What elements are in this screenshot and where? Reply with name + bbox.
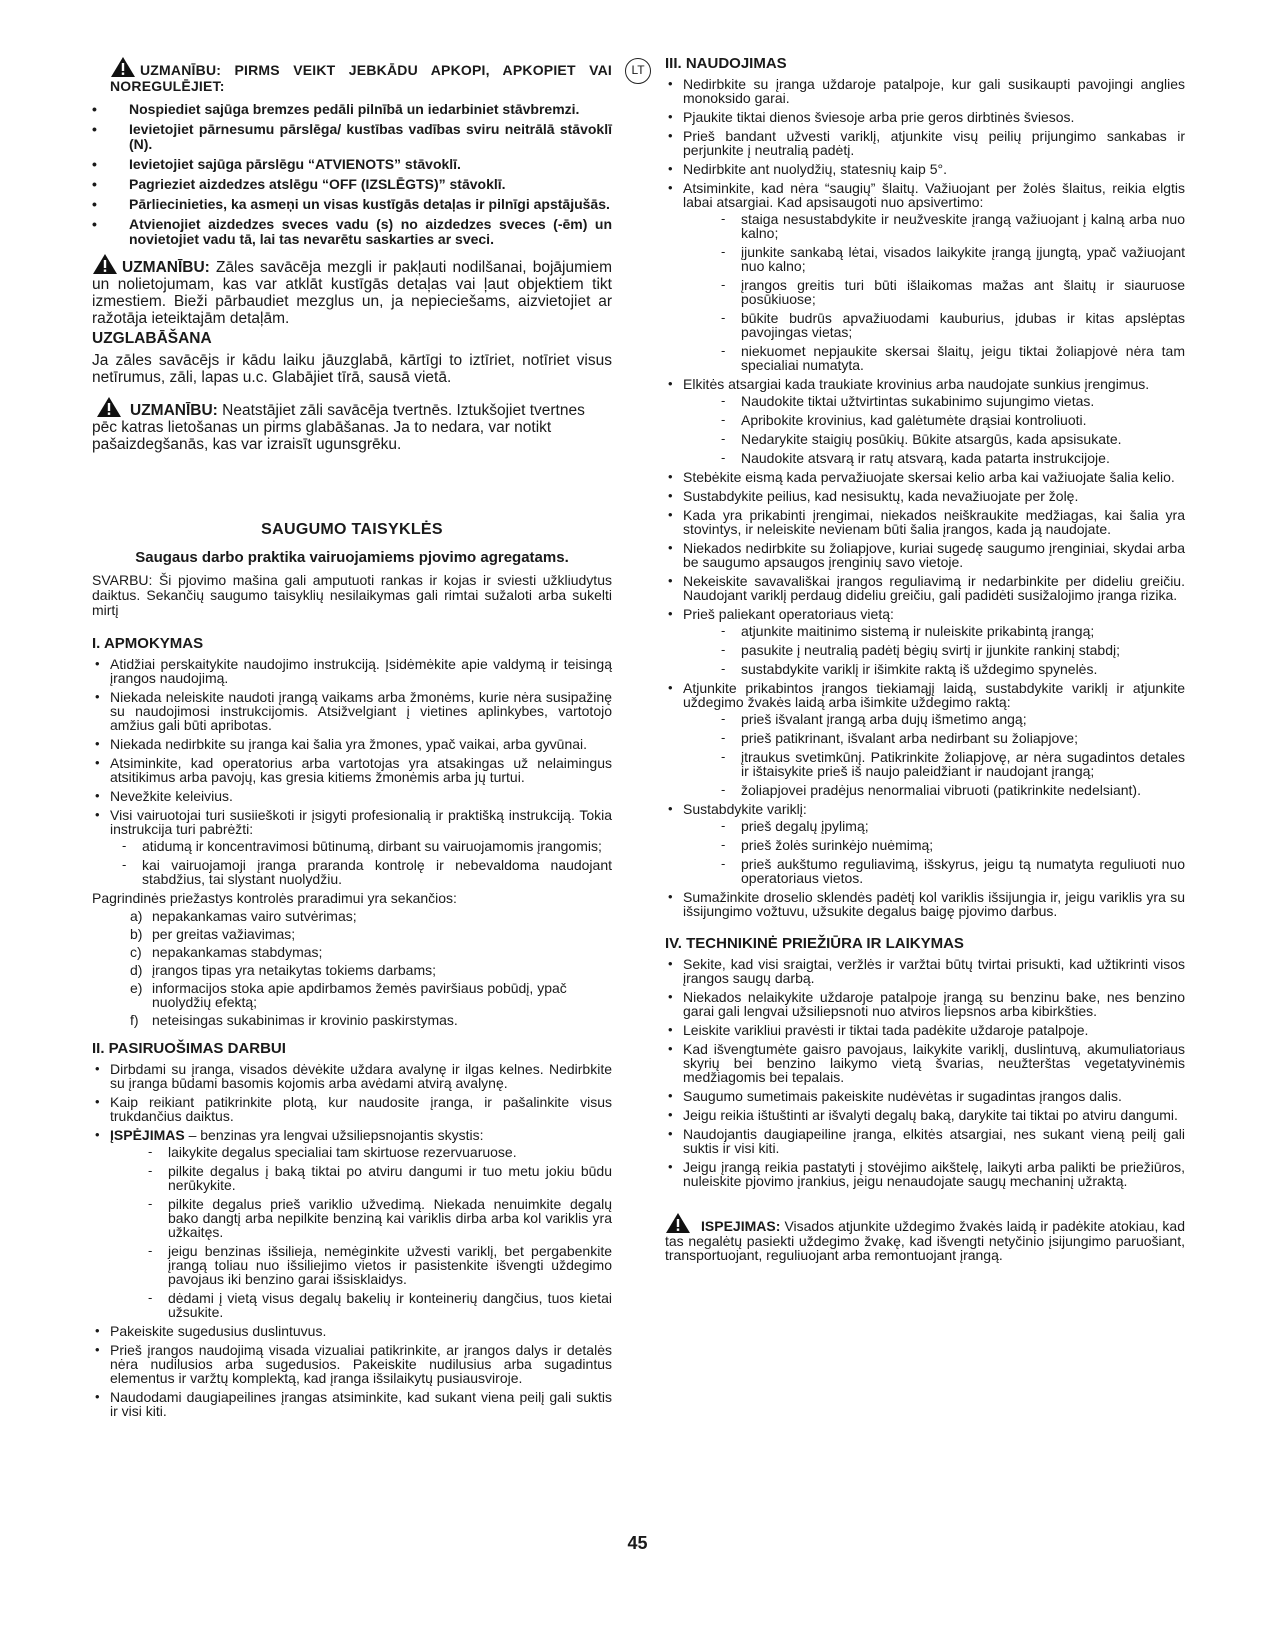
safety-rules-subtitle: Saugaus darbo praktika vairuojamiems pjovimo agregatams. bbox=[135, 549, 569, 566]
list-item: a) nepakankamas vairo sutvėrimas; bbox=[130, 908, 357, 924]
spark-plug-warning bbox=[665, 1212, 1185, 1262]
storage-section bbox=[92, 331, 612, 386]
list-item: - įtraukus svetimkūnį. Patikrinkite žoliapjovę, ar nėra sugadintos detales ir ištaisykite prieš iš naujo paleidžiant ir naudojant įrangą; bbox=[683, 750, 1185, 778]
list-item: - Apribokite krovinius, kad galėtumėte drąsiai kontroliuoti. bbox=[683, 413, 1185, 427]
list-item: - prieš patikrinant, išvalant arba nedirbant su žoliapjove; bbox=[683, 731, 1185, 745]
list-item: • Ievietojiet pārnesumu pārslēga/ kustības vadības sviru neitrālā stāvoklī (N). bbox=[92, 122, 612, 152]
list-item: • Naudodami daugiapeilines įrangas atsiminkite, kad sukant viena peilį gali suktis ir visi kiti. bbox=[92, 1390, 612, 1418]
list-item: • Elkitės atsargiai kada traukiate krovinius arba naudojate sunkius įrengimus. - Naudokite tiktai užtvirtintas sukabinimo sujungimo vietas. - Apribokite krovinius, kad galėtumėte drąsiai kontroliuoti. - Nedarykite staigių posūkių. Būkite atsargūs, kada apsisukate. - Naudokite atsvarą ir ratų atsvarą, kada patarta instrukcijoje. bbox=[665, 377, 1185, 465]
list-item: • Nedirbkite su įranga uždaroje patalpoje, kur gali susikaupti pavojingi anglies monoksido garai. bbox=[665, 77, 1185, 105]
list-item: - Naudokite atsvarą ir ratų atsvarą, kada patarta instrukcijoje. bbox=[683, 451, 1185, 465]
list-item: - įjunkite sankabą lėtai, visados laikykite įrangą įjungtą, ypač važiuojant nuo kalno; bbox=[683, 245, 1185, 273]
grass-warning-text: Neatstājiet zāli savācēja tvertnēs. Iztukšojiet tvertnes pēc katras lietošanas un pirms glabāšanas. Ja to nedara, var notikt pašaizdegšanās, kas var izraisīt ugunsgrēku. bbox=[92, 402, 585, 453]
list-item: • Atvienojiet aizdedzes sveces vadu (s) no aizdedzes sveces (-ēm) un novietojiet vadu tā, lai tas nevarētu saskarties ar sveci. bbox=[92, 217, 612, 247]
training-list bbox=[92, 657, 612, 886]
warning-label: ISPEJIMAS: bbox=[701, 1218, 781, 1234]
list-item: - prieš aukštumo reguliavimą, išskyrus, jeigu tą numatyta reguliuoti nuo operatoriaus vietos. bbox=[683, 857, 1185, 885]
causes-list bbox=[92, 909, 612, 1027]
list-item: - sustabdykite variklį ir išimkite raktą iš uždegimo spynelės. bbox=[683, 662, 1185, 676]
maintenance-list bbox=[665, 957, 1185, 1188]
warning-triangle-icon bbox=[92, 253, 118, 275]
list-item: • Pagrieziet aizdedzes atslēgu “OFF (IZSLĒGTS)” stāvoklī. bbox=[92, 177, 612, 192]
list-item: • Pārliecinieties, ka asmeņi un visas kustīgās detaļas ir pilnīgi apstājušās. bbox=[92, 197, 612, 212]
list-item: - Naudokite tiktai užtvirtintas sukabinimo sujungimo vietas. bbox=[683, 394, 1185, 408]
list-item: • Sustabdykite peilius, kad nesisuktų, kada nevažiuojate per žolę. bbox=[665, 489, 1185, 503]
list-item: • Sustabdykite variklį: - prieš degalų įpylimą; - prieš žolės surinkėjo nuėmimą; - prieš aukštumo reguliavimą, išskyrus, jeigu tą numatyta reguliuoti nuo operatoriaus vietos. bbox=[665, 802, 1185, 885]
language-badge: LT bbox=[625, 58, 651, 84]
loads-dash-list bbox=[683, 394, 1185, 465]
list-item: • Prieš paliekant operatoriaus vietą: - atjunkite maitinimo sistemą ir nuleiskite prikabintą įrangą; - pasukite į neutralią padėtį bėgių svirtį ir įjunkite rankinį stabdį; - sustabdykite variklį ir išimkite raktą iš uždegimo spynelės. bbox=[665, 607, 1185, 676]
list-item: e) informacijos stoka apie apdirbamos žemės paviršiaus pobūdį, ypač nuolydžių efektą; bbox=[130, 980, 567, 1010]
list-item: • Saugumo sumetimais pakeiskite nudėvėtas ir sugadintas įrangos dalis. bbox=[665, 1089, 1185, 1103]
list-item: - jeigu benzinas išsilieja, nemėginkite užvesti variklį, bet pergabenkite įrangą toliau nuo išsiliejimo vietos ir pasistenkite išvengti uždegimo pavojaus iki benzino garai išsisklaidys. bbox=[110, 1244, 612, 1286]
list-item: - niekuomet nepjaukite skersai šlaitų, jeigu tiktai žoliapjovė nėra tam specialiai numatyta. bbox=[683, 344, 1185, 372]
page-number: 45 bbox=[627, 1533, 648, 1553]
wear-warning-text: Zāles savācēja mezgli ir pakļauti nodilšanai, bojājumiem un nolietojumam, kas var atklāt kustīgās detaļas vai ļaut objektiem tikt izmestiem. Bieži pārbaudiet mezglus un, ja nepieciešams, aizvietojiet ar ražotāja ieteiktajām detaļām. bbox=[92, 259, 612, 327]
list-item: - Nedarykite staigių posūkių. Būkite atsargūs, kada apsisukate. bbox=[683, 432, 1185, 446]
list-item: • Prieš bandant užvesti variklį, atjunkite visų peilių prijungimo sankabas ir perjunkite į neutralią padėtį. bbox=[665, 129, 1185, 157]
list-item: • Atsiminkite, kad nėra “saugių” šlaitų. Važiuojant per žolės šlaitus, reikia elgtis labai atsargiai. Kad apsisaugoti nuo apsivertimo: - staiga nesustabdykite ir neužveskite įrangą važiuojant į kalną arba nuo kalno; - įjunkite sankabą lėtai, visados laikykite įrangą įjungtą, ypač važiuojant nuo kalno; - įrangos greitis turi būti išlaikomas mažas ant šlaitų ir siauruose posūkiuose; - būkite budrūs apvažiuodami kauburius, įdubas ir kitas apslėptas pavojingas vietas; - niekuomet nepjaukite skersai šlaitų, jeigu tiktai žoliapjovė nėra tam specialiai numatyta. bbox=[665, 181, 1185, 372]
right-column bbox=[665, 56, 1185, 1262]
fuel-dash-list bbox=[110, 1145, 612, 1319]
section-preparation-title: II. PASIRUOŠIMAS DARBUI bbox=[92, 1040, 286, 1057]
list-item: • Pakeiskite sugedusius duslintuvus. bbox=[92, 1324, 612, 1338]
section-maintenance-title: IV. TECHNIKINĖ PRIEŽIŪRA IR LAIKYMAS bbox=[665, 935, 964, 952]
list-item: d) įrangos tipas yra netaikytas tokiems darbams; bbox=[130, 962, 437, 978]
list-item: f) neteisingas sukabinimas ir krovinio paskirstymas. bbox=[130, 1012, 458, 1028]
list-item: • Nedirbkite ant nuolydžių, statesnių kaip 5°. bbox=[665, 162, 1185, 176]
list-item: • Leiskite varikliui pravėsti ir tiktai tada padėkite uždaroje patalpoje. bbox=[665, 1023, 1185, 1037]
list-item: • Naudojantis daugiapeiline įranga, elkitės atsargiai, nes sukant vieną peilį gali suktis ir visi kiti. bbox=[665, 1127, 1185, 1155]
storage-title: UZGLABĀŠANA bbox=[92, 330, 212, 347]
list-item: • Nospiediet sajūga bremzes pedāli pilnībā un iedarbiniet stāvbremzi. bbox=[92, 102, 612, 117]
list-item: • Niekada nedirbkite su įranga kai šalia yra žmones, ypač vaikai, arba gyvūnai. bbox=[92, 737, 612, 751]
list-item: - pilkite degalus į baką tiktai po atviru dangumi ir tuo metu jokiu būdu nerūkykite. bbox=[110, 1164, 612, 1192]
storage-text: Ja zāles savācējs ir kādu laiku jāuzglabā, kārtīgi to iztīriet, notīriet visus netīrumus, zāli, lapas u.c. Glabājiet tīrā, sausā vietā. bbox=[92, 352, 612, 386]
disconnect-dash-list bbox=[683, 712, 1185, 797]
list-item: • Ievietojiet sajūga pārslēgu “ATVIENOTS” stāvoklī. bbox=[92, 157, 612, 172]
list-item: • Niekada neleiskite naudoti įrangą vaikams arba žmonėms, kurie nėra susipažinę su naudojimosi instrukcijomis. Atsižvelgiant į vietines aplinkybes, vartotojo amžius gali būti apribotas. bbox=[92, 690, 612, 732]
list-item: - laikykite degalus specialiai tam skirtuose rezervuaruose. bbox=[110, 1145, 612, 1159]
list-item: • Kaip reikiant patikrinkite plotą, kur naudosite įranga, ir pašalinkite visus trukdančius daiktus. bbox=[92, 1095, 612, 1123]
list-item: - įrangos greitis turi būti išlaikomas mažas ant šlaitų ir siauruose posūkiuose; bbox=[683, 278, 1185, 306]
list-item: - atidumą ir koncentravimosi būtinumą, dirbant su vairuojamomis įrangomis; bbox=[110, 839, 612, 853]
safety-rules-title: SAUGUMO TAISYKLĖS bbox=[261, 521, 443, 538]
list-item: • Visi vairuotojai turi susiieškoti ir įsigyti profesionalią ir praktišką instrukciją. Tokia instrukcija turi pabrėžti: - atidumą ir koncentravimosi būtinumą, dirbant su vairuojamomis įrangomis; - kai vairuojamoji įranga praranda kontrolę ir nebevaldoma naudojant stabdžius, tai slystant nuolydžiu. bbox=[92, 808, 612, 886]
list-item: • Pjaukite tiktai dienos šviesoje arba prie geros dirbtinės šviesos. bbox=[665, 110, 1185, 124]
list-item: c) nepakankamas stabdymas; bbox=[130, 944, 323, 960]
list-item: b) per greitas važiavimas; bbox=[130, 926, 296, 942]
list-item: - atjunkite maitinimo sistemą ir nuleiskite prikabintą įrangą; bbox=[683, 624, 1185, 638]
list-item: - pilkite degalus prieš variklio užvedimą. Niekada nenuimkite degalų bako dangtį arba nepilkite benziną kai variklis dirba arba kol variklis yra užkaitęs. bbox=[110, 1197, 612, 1239]
list-item: - kai vairuojamoji įranga praranda kontrolę ir nebevaldoma naudojant stabdžius, tai slystant nuolydžiu. bbox=[110, 858, 612, 886]
list-item: • Atjunkite prikabintos įrangos tiekiamąjį laidą, sustabdykite variklį ir atjunkite uždegimo žvakės laidą arba išimkite uždegimo raktą: - prieš išvalant įrangą arba dujų išmetimo angą; - prieš patikrinant, išvalant arba nedirbant su žoliapjove; - įtraukus svetimkūnį. Patikrinkite žoliapjovę, ar nėra sugadintos detales ir ištaisykite prieš iš naujo paleidžiant ir naudojant įrangą; - žoliapjovei pradėjus nenormaliai vibruoti (patikrinkite nedelsiant). bbox=[665, 681, 1185, 797]
maintenance-warning bbox=[92, 56, 612, 247]
list-item: • Sumažinkite droselio sklendės padėtį kol variklis išsijungia ir, jeigu variklis yra su išsijungimo vožtuvu, užsukite degalus baigę pjovimo darbus. bbox=[665, 890, 1185, 918]
list-item: • Atidžiai perskaitykite naudojimo instrukciją. Įsidėmėkite apie valdymą ir teisingą įrangos naudojimą. bbox=[92, 657, 612, 685]
left-column bbox=[92, 56, 612, 1423]
list-item: • Sekite, kad visi sraigtai, veržlės ir varžtai būtų tvirtai prisukti, kad užtikrinti visos įrangos saugų darbą. bbox=[665, 957, 1185, 985]
list-item: • Stebėkite eismą kada pervažiuojate skersai kelio arba kai važiuojate šalia kelio. bbox=[665, 470, 1185, 484]
list-item: • Kada yra prikabinti įrengimai, niekados neiškraukite medžiagas, kai šalia yra stovintys, ir neleiskite nevienam būti šalia įrangos, kada ją naudojate. bbox=[665, 508, 1185, 536]
warning-triangle-icon bbox=[665, 1212, 691, 1234]
slopes-dash-list bbox=[683, 212, 1185, 372]
warning-triangle-icon bbox=[96, 396, 122, 418]
section-use-title: III. NAUDOJIMAS bbox=[665, 55, 787, 72]
list-item: • Jeigu įrangą reikia pastatyti į stovėjimo aikštelę, laikyti arba palikti be priežiūros, nuleiskite pjovimo įrankius, jeigu nenaudojate saugų mechaninį užraktą. bbox=[665, 1160, 1185, 1188]
preparation-list bbox=[92, 1062, 612, 1418]
list-item: - būkite budrūs apvažiuodami kauburius, įdubas ir kitas apslėptas pavojingas vietas; bbox=[683, 311, 1185, 339]
wear-warning bbox=[92, 253, 612, 327]
list-item: • Kad išvengtumėte gaisro pavojaus, laikykite variklį, duslintuvą, akumuliatoriaus skyrių bei benzino laikymo vietą švarias, neužterštas vegetatyvinėmis medžiagomis bei tepalais. bbox=[665, 1042, 1185, 1084]
list-item: • Prieš įrangos naudojimą visada vizualiai patikrinkite, ar įrangos dalys ir detalės nėra nudilusios arba sugedusios. Pakeiskite nudilusius arba sugadintus elementus ir varžtų komplektą, kad įranga išsilaikytų pusiausviroje. bbox=[92, 1343, 612, 1385]
list-item: • Atsiminkite, kad operatorius arba vartotojas yra atsakingas už nelaimingus atsitikimus arba pavojų, kas gresia kitiems žmonėmis arba jų turtui. bbox=[92, 756, 612, 784]
use-list bbox=[665, 77, 1185, 918]
warning-label: UZMANĪBU: bbox=[130, 402, 218, 419]
warning-triangle-icon bbox=[110, 56, 136, 78]
grass-warning bbox=[92, 396, 612, 453]
list-item: - dėdami į vietą visus degalų bakelių ir konteinerių dangčius, tuos kietai užsukite. bbox=[110, 1291, 612, 1319]
maintenance-warning-heading: UZMANĪBU: PIRMS VEIKT JEBKĀDU APKOPI, APKOPIET VAI NOREGULĒJIET: bbox=[110, 62, 612, 94]
list-item: - prieš išvalant įrangą arba dujų išmetimo angą; bbox=[683, 712, 1185, 726]
warning-label: UZMANĪBU: bbox=[122, 259, 210, 276]
leaving-dash-list bbox=[683, 624, 1185, 676]
list-item: • Jeigu reikia ištuštinti ar išvalyti degalų baką, darykite tai tiktai po atviru dangumi. bbox=[665, 1108, 1185, 1122]
list-item: - prieš degalų įpylimą; bbox=[683, 819, 1185, 833]
list-item: • Niekados nelaikykite uždaroje patalpoje įrangą su benzinu bake, nes benzino garai gali lengvai užsiliepsnoti nuo atviros liepsnos arba kibirkšties. bbox=[665, 990, 1185, 1018]
important-intro: SVARBU: Ši pjovimo mašina gali amputuoti rankas ir kojas ir sviesti užkliudytus daiktus. Sekančių saugumo taisyklių nesilaikymas gali rimtai sužaloti arba sukelti mirtį bbox=[92, 572, 612, 618]
training-dash-list bbox=[110, 839, 612, 886]
list-item: - pasukite į neutralią padėtį bėgių svirtį ir įjunkite rankinį stabdį; bbox=[683, 643, 1185, 657]
stop-dash-list bbox=[683, 819, 1185, 885]
list-item: • ĮSPĖJIMAS – benzinas yra lengvai užsiliepsnojantis skystis: - laikykite degalus specialiai tam skirtuose rezervuaruose. - pilkite degalus į baką tiktai po atviru dangumi ir tuo metu jokiu būdu nerūkykite. - pilkite degalus prieš variklio užvedimą. Niekada nenuimkite degalų bako dangtį arba nepilkite benziną kai variklis dirba arba kol variklis yra užkaitęs. - jeigu benzinas išsilieja, nemėginkite užvesti variklį, bet pergabenkite įrangą toliau nuo išsiliejimo vietos ir pasistenkite išvengti uždegimo pavojaus iki benzino garai išsisklaidys. - dėdami į vietą visus degalų bakelių ir konteinerių dangčius, tuos kietai užsukite. bbox=[92, 1128, 612, 1319]
list-item: • Nekeiskite savavališkai įrangos reguliavimą ir nedarbinkite per dideliu greičiu. Naudojant variklį perdaug dideliu greičiu, gali padidėti susižalojimo įranga rizika. bbox=[665, 574, 1185, 602]
list-item: - staiga nesustabdykite ir neužveskite įrangą važiuojant į kalną arba nuo kalno; bbox=[683, 212, 1185, 240]
list-item: • Niekados nedirbkite su žoliapjove, kuriai sugedę saugumo įrenginiai, skydai arba be saugumo apsaugos įrenginių savo vietoje. bbox=[665, 541, 1185, 569]
list-item: • Nevežkite keleivius. bbox=[92, 789, 612, 803]
list-item: • Dirbdami su įranga, visados dėvėkite uždara avalynę ir ilgas kelnes. Nedirbkite su įranga būdami basomis kojomis arba avėdami atvirą avalynę. bbox=[92, 1062, 612, 1090]
list-item: - žoliapjovei pradėjus nenormaliai vibruoti (patikrinkite nedelsiant). bbox=[683, 783, 1185, 797]
spark-plug-warning-text: Visados atjunkite uždegimo žvakės laidą ir padėkite atokiau, kad tas negalėtų pasiekti uždegimo žvakę, kad išvengti netyčinio įsijungimo paruošiant, transportuojant, reguliuojant arba remontuojant įrangą. bbox=[665, 1218, 1185, 1263]
causes-intro: Pagrindinės priežastys kontrolės praradimui yra sekančios: bbox=[92, 890, 457, 906]
maintenance-steps-list bbox=[92, 102, 612, 247]
list-item: - prieš žolės surinkėjo nuėmimą; bbox=[683, 838, 1185, 852]
section-training-title: I. APMOKYMAS bbox=[92, 635, 204, 652]
